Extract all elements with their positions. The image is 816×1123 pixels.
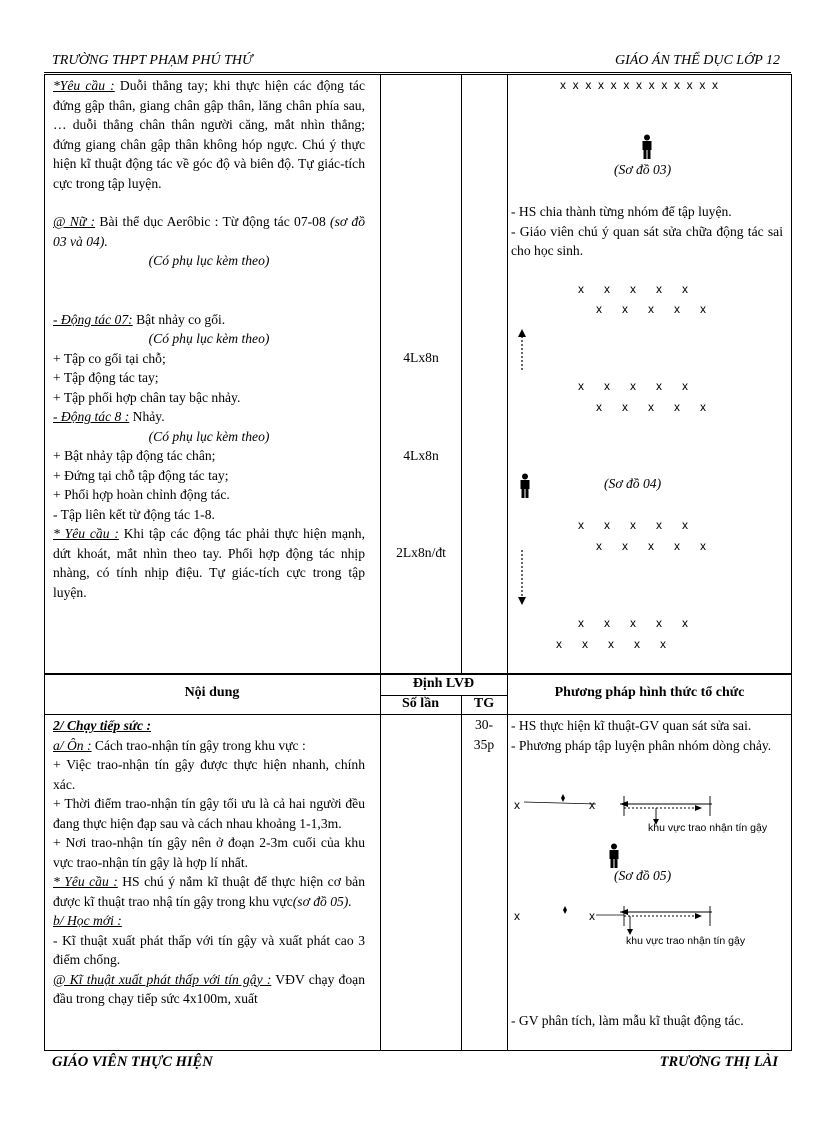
appendix-note: (Có phụ lục kèm theo) (148, 331, 270, 346)
requirement-label: * Yêu cầu : (53, 874, 118, 889)
new-lesson-label: b/ Học mới : (53, 913, 122, 928)
move8-step: - Tập liên kết từ động tác 1-8. (53, 506, 215, 522)
formation-row: x x x x x (596, 400, 707, 414)
teacher-label: GIÁO VIÊN THỰC HIỆN (52, 1054, 213, 1070)
runner-mark: x (514, 798, 520, 812)
header-bottom-divider (44, 714, 792, 715)
top-content-cell (53, 76, 365, 602)
time-value: 35p (473, 737, 495, 752)
review-point: + Thời điểm trao-nhận tín gậy tối ưu là cả hai người đều đang thực hiện đạp sau và cách nhau khoảng 1-1,3m. (53, 796, 365, 831)
time-value: 30- (474, 717, 494, 732)
method-line: - GV phân tích, làm mẫu kĩ thuật động tác. (511, 1013, 744, 1028)
dose-amount: 4Lx8n (403, 448, 439, 463)
move7-text: Bật nhảy co gối. (132, 311, 226, 327)
formation-row: x x x x x (578, 616, 689, 630)
diagram-caption: (Sơ đồ 04) (604, 476, 662, 491)
dose-amount: 2Lx8n/đt (396, 545, 446, 560)
header-method: Phương pháp hình thức tổ chức (554, 685, 745, 700)
female-text: Bài thể dục Aerôbic : Từ động tác 07-08 (95, 214, 331, 229)
formation-row: x x x x x (596, 539, 707, 553)
appendix-note: (Có phụ lục kèm theo) (148, 253, 270, 268)
requirement-text: Duỗi thẳng tay; khi thực hiện các động tác đứng gập thân, giang chân gập thân, lăng chân phía sau, … duỗi thẳng chân thân người căng, mắt nhìn thẳng; đứng giang chân gập thân không hóp ngực. Chú ý thực hiện kĩ thuật động tác về góc độ và biên độ. Tự giác-tích cực trong tập luyện. (53, 78, 366, 191)
diagram-caption: (Sơ đồ 03) (614, 162, 672, 177)
teacher-icon (640, 134, 654, 160)
review-label: a/ Ôn : (53, 737, 92, 753)
col-divider-2 (461, 74, 462, 674)
header-times: Số lần (402, 696, 439, 711)
method-line: - HS chia thành từng nhóm để tập luyện. (511, 204, 732, 219)
move7-step: + Tập phối hợp chân tay bậc nhảy. (53, 389, 241, 405)
zone-label: khu vực trao nhận tín gậy (626, 935, 746, 947)
zone-label: khu vực trao nhận tín gậy (648, 822, 768, 834)
formation-row: x x x x x (578, 518, 689, 532)
method-text (511, 716, 783, 755)
move8-step: + Phối hợp hoàn chỉnh động tác. (53, 487, 230, 502)
header-time: TG (473, 696, 495, 711)
move8-text: Nhảy. (129, 409, 165, 424)
move8-step: + Đứng tại chỗ tập động tác tay; (53, 467, 229, 483)
method-text (511, 202, 783, 261)
header-divider (44, 72, 791, 73)
method-text (511, 1011, 783, 1031)
runner-mark: x (514, 909, 520, 923)
review-point: + Nơi trao-nhận tín gậy nên ở đoạn 2-3m cuối của khu vực trao-nhận tín gậy là hợp lí nhất. (53, 835, 365, 870)
move8-step: + Bật nhảy tập động tác chân; (53, 448, 216, 463)
formation-row: x x x x x x x x x x x x x (560, 78, 719, 92)
requirement-label: *Yêu cầu : (53, 78, 115, 93)
female-ref: (sơ đồ 03 và 04). (53, 214, 365, 249)
header-content: Nội dung (184, 685, 240, 700)
female-label: @ Nữ : (53, 214, 96, 229)
new-lesson-point: - Kĩ thuật xuất phát thấp với tín gậy và xuất phát cao 3 điểm chống. (53, 932, 365, 967)
requirement-text: Khi tập các động tác phải thực hiện mạnh, dứt khoát, mắt nhìn theo tay. Phối hợp động tác nhịp nhàng, có tính nhịp điệu. Tự giác-tích cực trong tập luyện. (53, 526, 365, 600)
section-title: 2/ Chạy tiếp sức : (53, 718, 152, 733)
formation-row: x x x x x (556, 637, 667, 651)
formation-row: x x x x x (596, 302, 707, 316)
review-point: + Việc trao-nhận tín gậy được thực hiện nhanh, chính xác. (53, 757, 365, 792)
formation-row: x x x x x (578, 379, 689, 393)
runner-mark: x (589, 909, 595, 923)
runner-mark: x (589, 798, 595, 812)
requirement-text: HS chú ý nắm kĩ thuật để thực hiện cơ bản được kĩ thuật trao nhậ tín gậy trong khu vực (53, 874, 365, 909)
move8-label: - Động tác 8 : (53, 409, 130, 424)
diagram-caption: (Sơ đồ 05) (614, 868, 672, 883)
subject-title: GIÁO ÁN THỂ DỤC LỚP 12 (614, 53, 780, 68)
requirement-ref: (sơ đồ 05). (292, 893, 352, 909)
move7-step: + Tập động tác tay; (53, 370, 159, 385)
method-line: - Phương pháp tập luyện phân nhóm dòng chảy. (511, 737, 772, 753)
formation-row: x x x x x (578, 282, 689, 296)
teacher-icon (607, 843, 621, 869)
section-divider (44, 673, 792, 675)
technique-label: @ Kĩ thuật xuất phát thấp với tín gậy : (53, 971, 272, 987)
header-dose: Định LVĐ (412, 676, 475, 691)
teacher-icon (518, 473, 532, 499)
teacher-name: TRƯƠNG THỊ LÀI (659, 1054, 778, 1070)
col-divider-1 (380, 74, 381, 1051)
method-line: - Giáo viên chú ý quan sát sửa chữa động tác sai cho học sinh. (511, 223, 783, 258)
arrow-up-icon (516, 328, 528, 372)
move7-label: - Động tác 07: (53, 311, 133, 327)
requirement-label: * Yêu cầu : (53, 526, 119, 541)
bottom-content-cell (53, 716, 365, 1009)
review-text: Cách trao-nhận tín gậy trong khu vực : (91, 737, 306, 753)
appendix-note: (Có phụ lục kèm theo) (148, 428, 270, 444)
dose-amount: 4Lx8n (403, 350, 439, 365)
school-name: TRƯỜNG THPT PHẠM PHÚ THỨ (52, 53, 253, 68)
arrow-down-icon (516, 548, 528, 606)
col-divider-3 (507, 74, 508, 1051)
method-line: - HS thực hiện kĩ thuật-GV quan sát sửa sai. (511, 718, 752, 733)
move7-step: + Tập co gối tại chỗ; (53, 350, 166, 366)
technique-text: VĐV chạy đoạn đầu trong chạy tiếp sức 4x100m, xuất (53, 971, 365, 1006)
